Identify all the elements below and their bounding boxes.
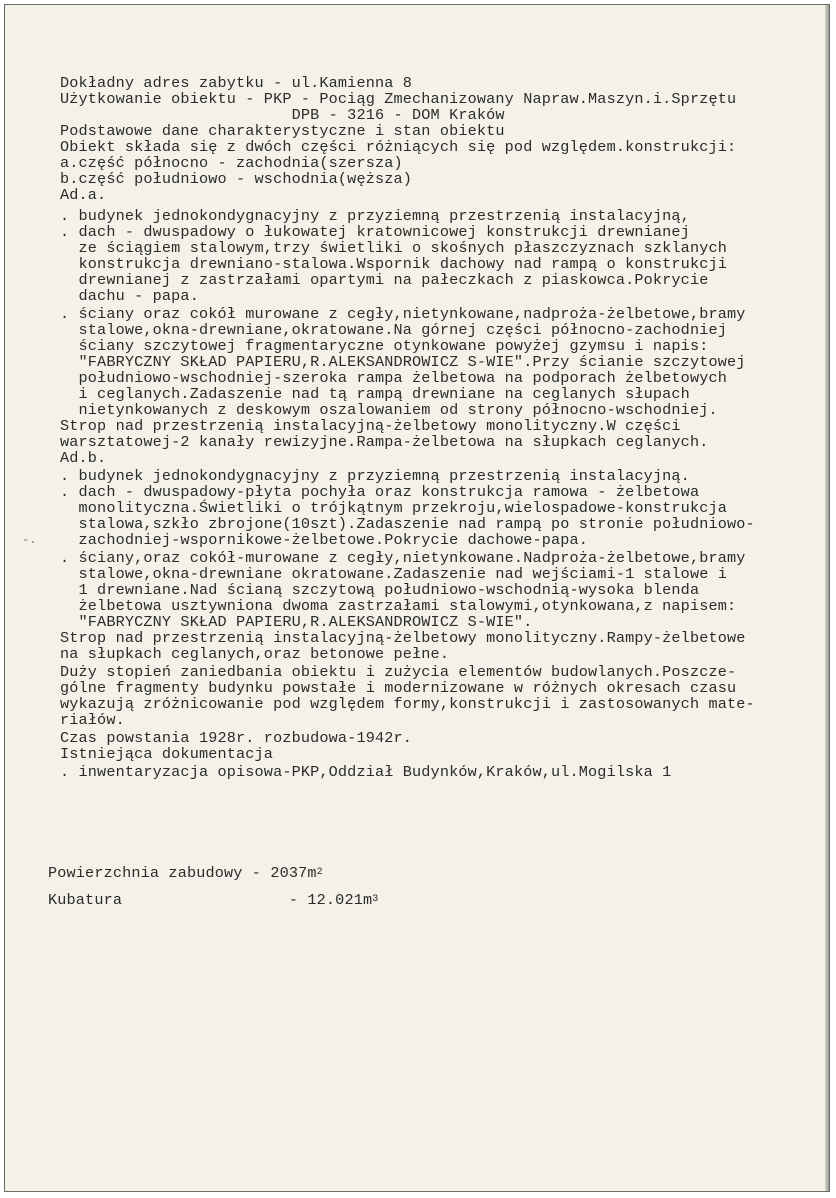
text-line: gólne fragmenty budynku powstałe i modernizowane w różnych okresach czasu (60, 679, 737, 697)
text-line: warsztatowej-2 kanały rewizyjne.Rampa-żelbetowa na słupkach ceglanych. (60, 433, 709, 451)
text-line: żelbetowa usztywniona dwoma zastrzałami stalowymi,otynkowana,z napisem: (60, 597, 737, 615)
text-line: Ad.b. (60, 449, 107, 467)
text-line: Strop nad przestrzenią instalacyjną-żelbetowy monolityczny.Rampy-żelbetowe (60, 629, 746, 647)
volume-line (48, 892, 378, 911)
text-line: Ad.a. (60, 186, 107, 204)
text-line: "FABRYCZNY SKŁAD PAPIERU,R.ALEKSANDROWICZ S-WIE". (60, 613, 533, 631)
volume-exponent: 3 (372, 894, 379, 905)
text-line: . ściany,oraz cokół-murowane z cegły,nietynkowane.Nadproża-żelbetowe,bramy (60, 549, 746, 567)
text-line: 1 drewniane.Nad ścianą szczytową południowo-wschodnią-wysoka blenda (60, 581, 700, 599)
text-line: b.część południowo - wschodnia(węższa) (60, 170, 413, 188)
text-line: Czas powstania 1928r. rozbudowa-1942r. (60, 729, 413, 747)
text-line: nietynkowanych z deskowym oszalowaniem od strony północno-wschodniej. (60, 401, 718, 419)
text-line: ściany szczytowej fragmentaryczne otynkowane powyżej gzymsu i napis: (60, 337, 709, 355)
text-line: wykazują zróżnicowanie pod względem formy,konstrukcji i zastosowanych mate- (60, 695, 755, 713)
text-line: zachodniej-wspornikowe-żelbetowe.Pokrycie dachowe-papa. (60, 531, 589, 549)
text-line: Strop nad przestrzenią instalacyjną-żelbetowy monolityczny.W części (60, 417, 681, 435)
text-line: Obiekt składa się z dwóch części różniących się pod względem.konstrukcji: (60, 138, 737, 156)
text-line: "FABRYCZNY SKŁAD PAPIERU,R.ALEKSANDROWICZ S-WIE".Przy ścianie szczytowej (60, 353, 746, 371)
area-line (48, 865, 323, 884)
text-line: konstrukcja drewniano-stalowa.Wspornik dachowy nad rampą o konstrukcji (60, 255, 728, 273)
text-line: Podstawowe dane charakterystyczne i stan obiektu (60, 122, 505, 140)
text-line: a.część północno - zachodnia(szersza) (60, 154, 403, 172)
area-label: Powierzchnia zabudowy - 2037m (48, 864, 317, 882)
text-line: monolityczna.Świetliki o trójkątnym przekroju,wielospadowe-konstrukcja (60, 499, 728, 517)
area-exponent: 2 (316, 867, 323, 878)
text-line: Dokładny adres zabytku - ul.Kamienna 8 (60, 74, 413, 92)
text-line: . budynek jednokondygnacyjny z przyziemną przestrzenią instalacyjną. (60, 467, 690, 485)
text-line: . budynek jednokondygnacyjny z przyziemną przestrzenią instalacyjną, (60, 207, 690, 225)
text-line: . ściany oraz cokół murowane z cegły,nietynkowane,nadproża-żelbetowe,bramy (60, 305, 746, 323)
text-line: drewnianej z zastrzałami opartymi na pałeczkach z piaskowca.Pokrycie (60, 271, 709, 289)
text-line: stalowe,okna-drewniane okratowane.Zadaszenie nad wejściami-1 stalowe i (60, 565, 728, 583)
text-line: ze ściągiem stalowym,trzy świetliki o skośnych płaszczyznach szklanych (60, 239, 728, 257)
text-line: . dach - dwuspadowy-płyta pochyła oraz konstrukcja ramowa - żelbetowa (60, 483, 700, 501)
text-line: . dach - dwuspadowy o łukowatej kratownicowej konstrukcji drewnianej (60, 223, 690, 241)
margin-mark: -. (22, 533, 37, 547)
text-line: riałów. (60, 711, 125, 729)
text-line: stalowe,okna-drewniane,okratowane.Na górnej części północno-zachodniej (60, 321, 728, 339)
text-line: DPB - 3216 - DOM Kraków (60, 106, 505, 124)
text-line: . inwentaryzacja opisowa-PKP,Oddział Budynków,Kraków,ul.Mogilska 1 (60, 763, 672, 781)
text-line: Użytkowanie obiektu - PKP - Pociąg Zmechanizowany Napraw.Maszyn.i.Sprzętu (60, 90, 737, 108)
text-line: Duży stopień zaniedbania obiektu i zużycia elementów budowlanych.Poszcze- (60, 663, 737, 681)
text-line: Istniejąca dokumentacja (60, 745, 274, 763)
text-line: stalowa,szkło zbrojone(10szt).Zadaszenie nad rampą po stronie południowo- (60, 515, 755, 533)
text-line: i ceglanych.Zadaszenie nad tą rampą drewniane na ceglanych słupach (60, 385, 690, 403)
text-line: południowo-wschodniej-szeroka rampa żelbetowa na podporach żelbetowych (60, 369, 728, 387)
volume-label: Kubatura - 12.021m (48, 891, 373, 909)
text-line: dachu - papa. (60, 287, 199, 305)
text-line: na słupkach ceglanych,oraz betonowe pełne. (60, 645, 450, 663)
